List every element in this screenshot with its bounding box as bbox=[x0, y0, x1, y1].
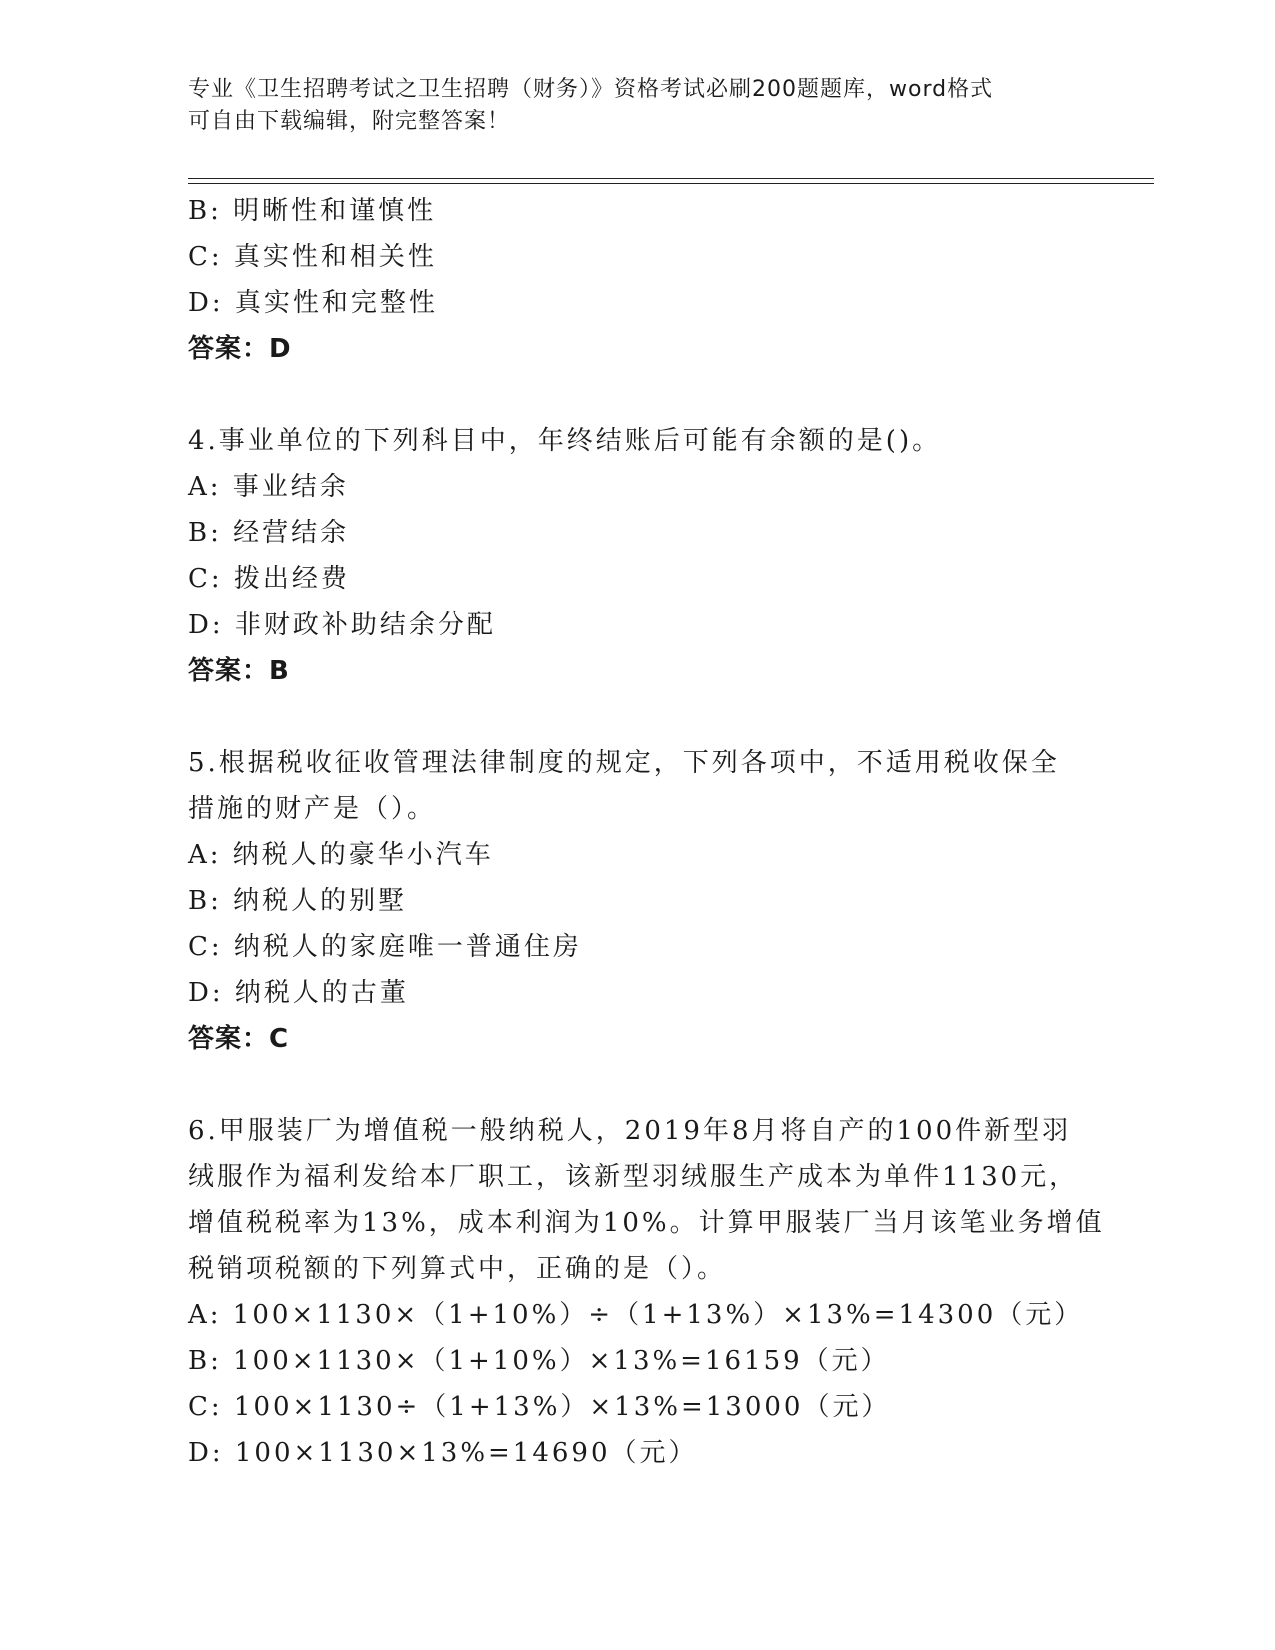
option-d: D: 非财政补助结余分配 bbox=[188, 610, 496, 640]
question-text: 增值税税率为13%，成本利润为10%。计算甲服装厂当月该笔业务增值 bbox=[188, 1208, 1105, 1238]
spacer bbox=[188, 372, 1088, 418]
answer-line: 答案：C bbox=[188, 1024, 290, 1054]
question-3-continued bbox=[188, 188, 1088, 372]
option-c: C: 拨出经费 bbox=[188, 564, 350, 594]
question-text: 5.根据税收征收管理法律制度的规定，下列各项中，不适用税收保全 bbox=[188, 748, 1060, 778]
header-divider bbox=[188, 178, 1154, 184]
option-d: D: 100×1130×13%=14690（元） bbox=[188, 1438, 698, 1468]
option-b: B: 经营结余 bbox=[188, 518, 350, 548]
question-5 bbox=[188, 740, 1088, 1062]
answer-line: 答案：B bbox=[188, 656, 290, 686]
option-a: A: 事业结余 bbox=[188, 472, 349, 502]
option-b: B: 100×1130×（1+10%）×13%=16159（元） bbox=[188, 1346, 890, 1376]
question-6 bbox=[188, 1108, 1105, 1476]
option-d: D: 真实性和完整性 bbox=[188, 288, 438, 318]
spacer bbox=[188, 694, 1088, 740]
page-header bbox=[188, 74, 1068, 138]
option-c: C: 纳税人的家庭唯一普通住房 bbox=[188, 932, 582, 962]
header-line-2: 可自由下载编辑，附完整答案！ bbox=[188, 109, 511, 134]
header-line-1: 专业《卫生招聘考试之卫生招聘（财务）》资格考试必刷200题题库，word格式 bbox=[188, 77, 994, 102]
question-content bbox=[188, 188, 1105, 1476]
option-c: C: 真实性和相关性 bbox=[188, 242, 437, 272]
spacer bbox=[188, 1062, 1088, 1108]
question-4 bbox=[188, 418, 1088, 694]
option-a: A: 纳税人的豪华小汽车 bbox=[188, 840, 494, 870]
question-text: 6.甲服装厂为增值税一般纳税人，2019年8月将自产的100件新型羽 bbox=[188, 1116, 1072, 1146]
option-c: C: 100×1130÷（1+13%）×13%=13000（元） bbox=[188, 1392, 891, 1422]
option-d: D: 纳税人的古董 bbox=[188, 978, 409, 1008]
option-a: A: 100×1130×（1+10%）÷（1+13%）×13%=14300（元） bbox=[188, 1300, 1084, 1330]
option-b: B: 纳税人的别墅 bbox=[188, 886, 408, 916]
option-b: B: 明晰性和谨慎性 bbox=[188, 196, 437, 226]
question-text: 税销项税额的下列算式中，正确的是（）。 bbox=[188, 1254, 727, 1284]
question-text: 措施的财产是（）。 bbox=[188, 794, 437, 824]
question-text: 绒服作为福利发给本厂职工，该新型羽绒服生产成本为单件1130元， bbox=[188, 1162, 1079, 1192]
answer-line: 答案：D bbox=[188, 334, 292, 364]
question-text: 4.事业单位的下列科目中，年终结账后可能有余额的是()。 bbox=[188, 426, 942, 456]
